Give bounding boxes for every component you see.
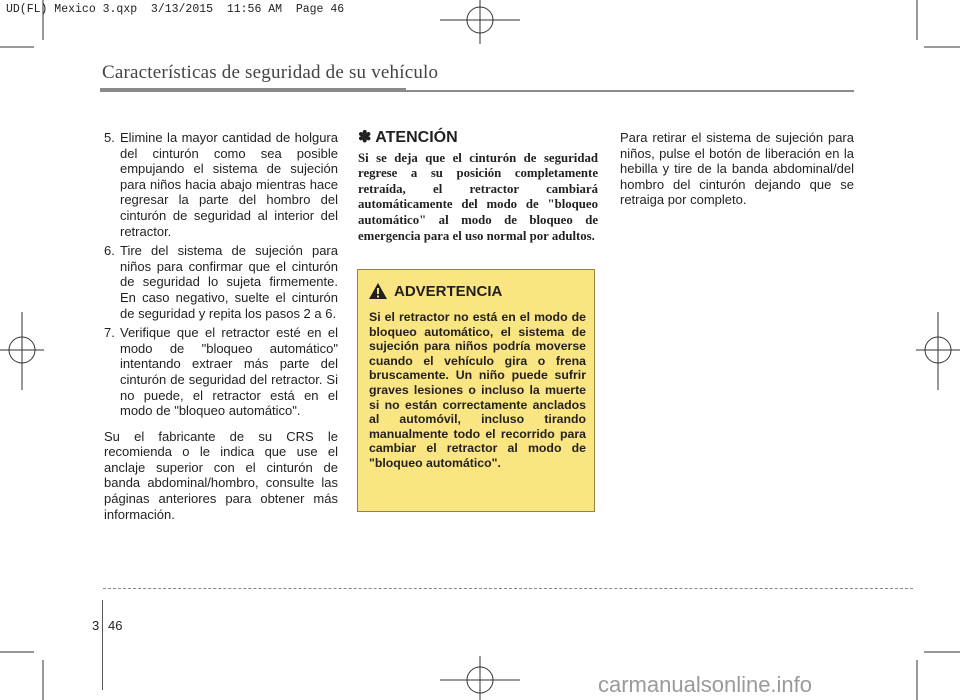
footer-dashed-rule <box>103 588 913 589</box>
warning-triangle-icon <box>368 282 388 300</box>
attention-body: Si se deja que el cinturón de seguridad regrese a su posición completamente retraída, el retractor cambiará automáticamente del modo de "bloqueo automático" al modo de bloqueo de emergencia para el uso normal por adultos. <box>358 150 598 243</box>
attention-title: ATENCIÓN <box>375 129 458 146</box>
warning-box <box>357 269 595 512</box>
step-number: 6. <box>104 243 115 259</box>
step-text: Verifique que el retractor esté en el modo de "bloqueo automático" intentando extraer más parte del cinturón de seguridad del retractor. Si no puede, el retractor está en el modo de "bloqueo automático". <box>120 325 338 419</box>
step-item <box>104 243 338 321</box>
column-right <box>620 130 854 208</box>
header-rule-thin <box>406 90 854 92</box>
warning-title: ADVERTENCIA <box>394 282 503 300</box>
step-number: 7. <box>104 325 115 341</box>
step-text: Tire del sistema de sujeción para niños para confirmar que el cinturón de seguridad lo sujeta firmemente. En caso negativo, suelte el cinturón de seguridad y repita los pasos 2 a 6. <box>120 243 338 321</box>
chapter-number: 3 <box>92 618 100 633</box>
step-item <box>104 130 338 239</box>
page-number: 46 <box>108 618 123 633</box>
crs-paragraph: Su el fabricante de su CRS le recomienda o le indica que use el anclaje superior con el cinturón de banda abdominal/hombro, consulte las páginas anteriores para obtener más información. <box>104 428 338 522</box>
attention-note <box>358 130 598 244</box>
step-text: Elimine la mayor cantidad de holgura del cinturón como sea posible empujando el sistema de sujeción para niños hacia abajo mientras hace regresar la parte del hombro del cinturón de seguridad al interior del retractor. <box>120 130 338 239</box>
asterisk-icon: ✽ <box>358 129 372 146</box>
section-title: Características de seguridad de su vehículo <box>102 62 439 83</box>
attention-heading <box>358 130 598 146</box>
step-number: 5. <box>104 130 115 145</box>
warning-body: Si el retractor no está en el modo de bloqueo automático, el sistema de sujeción para niños podría moverse cuando el vehículo gira o frena bruscamente. Un niño puede sufrir graves lesiones o incluso la muerte si no están correctamente anclados al automóvil, incluso tirando manualmente todo el recorrido para cambiar el retractor al modo de "bloqueo automático". <box>369 310 586 470</box>
header-rule-thick <box>100 88 406 92</box>
watermark: carmanualsonline.info <box>598 672 813 697</box>
release-paragraph: Para retirar el sistema de sujeción para niños, pulse el botón de liberación en la hebilla y tire de la banda abdominal/del hombro del cinturón dejando que se retraiga por completo. <box>620 130 854 208</box>
print-slug: UD(FL) Mexico 3.qxp 3/13/2015 11:56 AM Page 46 <box>6 3 345 16</box>
page-number-separator <box>102 600 103 690</box>
column-left <box>104 130 338 522</box>
step-item <box>104 325 338 419</box>
warning-heading <box>368 282 502 300</box>
